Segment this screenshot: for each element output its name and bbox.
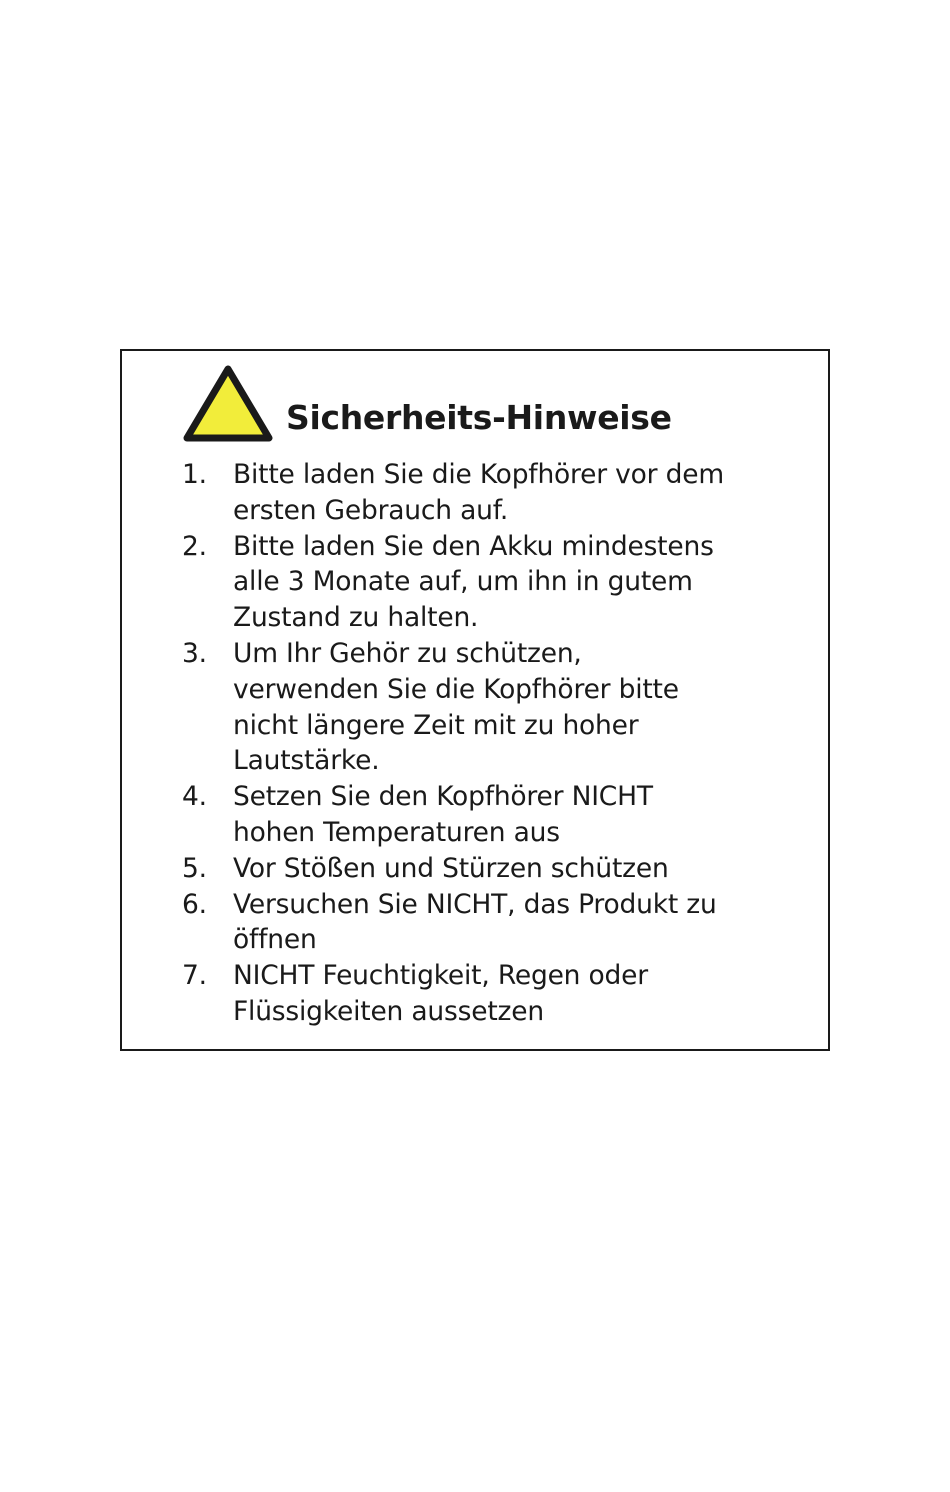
safety-notice-box [120,349,830,1051]
list-item [182,958,802,1030]
item-text: Bitte laden Sie den Akku mindestens alle 3 Monate auf, um ihn in gutem Zustand zu halten. [233,530,714,634]
warning-triangle-icon [182,363,274,443]
item-number: 2. [182,530,207,562]
list-item [182,779,802,851]
list-item [182,636,802,779]
list-item [182,457,802,529]
item-text: Vor Stößen und Stürzen schützen [233,852,669,884]
item-number: 3. [182,637,207,669]
item-text: Bitte laden Sie die Kopfhörer vor dem ersten Gebrauch auf. [233,459,724,526]
safety-instructions-list [182,457,802,1030]
item-text: Versuchen Sie NICHT, das Produkt zu öffnen [233,888,717,956]
notice-title: Sicherheits-Hinweise [286,398,672,437]
item-number: 6. [182,888,207,920]
item-text: Setzen Sie den Kopfhörer NICHT hohen Temperaturen aus [233,781,653,848]
item-number: 4. [182,781,207,813]
item-number: 1. [182,459,207,490]
item-number: 5. [182,852,207,884]
list-item [182,851,802,887]
list-item [182,887,802,959]
notice-header [182,361,672,443]
list-item [182,529,802,636]
item-text: Um Ihr Gehör zu schützen, verwenden Sie die Kopfhörer bitte nicht längere Zeit mit zu hoher Lautstärke. [233,637,679,777]
item-number: 7. [182,960,207,992]
item-text: NICHT Feuchtigkeit, Regen oder Flüssigkeiten aussetzen [233,960,648,1027]
